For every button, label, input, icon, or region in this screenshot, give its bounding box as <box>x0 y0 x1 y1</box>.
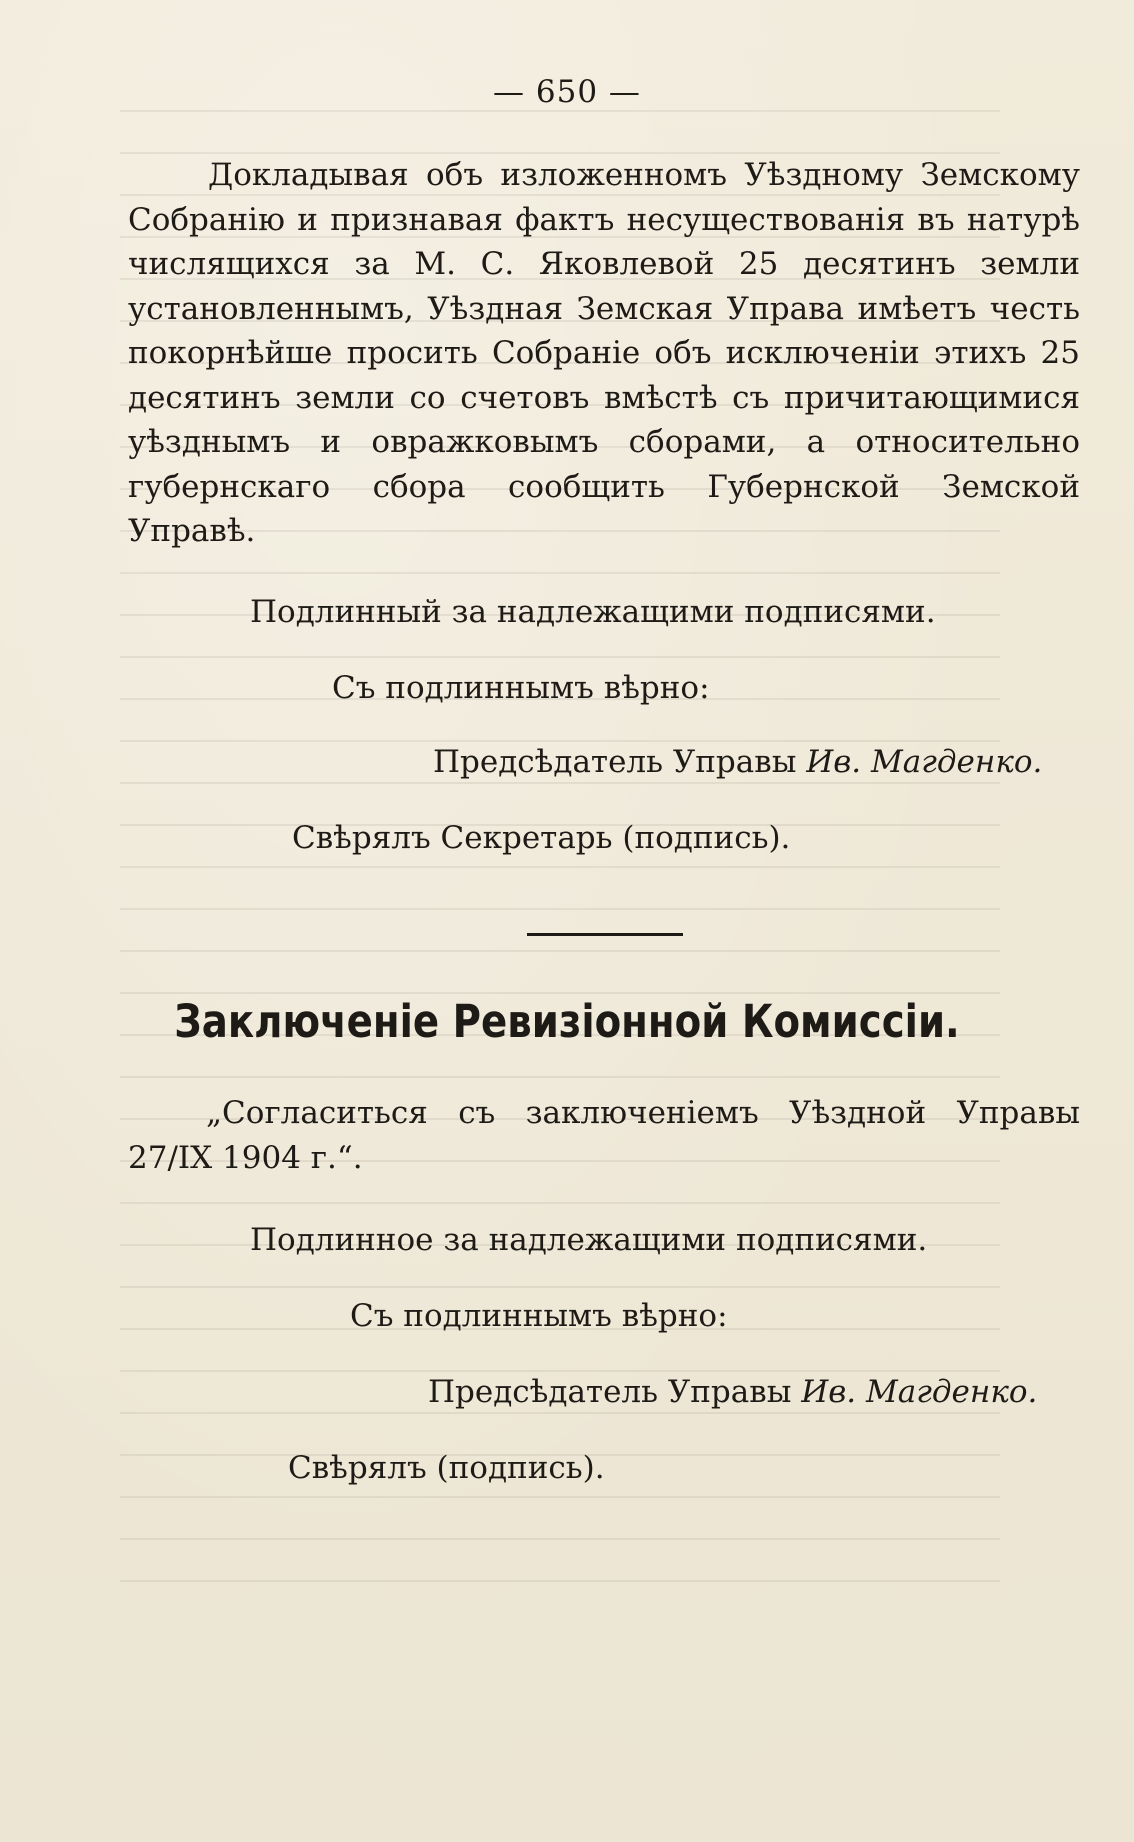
report-original-signed: Подлинный за надлежащими подписями. <box>250 594 936 630</box>
report-chairman-name: Ив. Магденко. <box>806 744 1043 780</box>
conclusion-chairman-name: Ив. Магденко. <box>801 1374 1038 1410</box>
report-chairman-signature <box>433 744 1042 780</box>
report-paragraph <box>128 153 1080 554</box>
report-checked-by: Свѣрялъ Секретарь (подпись). <box>292 820 791 856</box>
conclusion-original-signed: Подлинное за надлежащими подписями. <box>250 1222 928 1258</box>
conclusion-quote-text: „Согласиться съ заключеніемъ Уѣздной Управы 27/IX 1904 г.“. <box>128 1095 1080 1176</box>
conclusion-checked-by: Свѣрялъ (подпись). <box>288 1450 605 1486</box>
conclusion-quote <box>128 1091 1080 1180</box>
report-paragraph-text: Докладывая объ изложенномъ Уѣздному Земскому Собранію и признавая фактъ несуществованія въ натурѣ числящихся за М. С. Яковлевой 25 десятинъ земли установленнымъ, Уѣздная Земская Управа имѣетъ честь покорнѣйше просить Собраніе объ исключеніи этихъ 25 десятинъ земли со счетовъ вмѣстѣ съ причитающимися уѣзднымъ и овражковымъ сборами, а относительно губернскаго сбора сообщить Губернской Земской Управѣ. <box>128 157 1080 549</box>
section-heading: Заключеніе Ревизіонной Комиссіи. <box>174 995 960 1048</box>
report-true-copy: Съ подлиннымъ вѣрно: <box>332 670 710 706</box>
conclusion-chairman-title: Предсѣдатель Управы <box>428 1374 792 1410</box>
report-chairman-title: Предсѣдатель Управы <box>433 744 797 780</box>
section-divider <box>527 933 683 936</box>
page-number: — 650 — <box>493 74 641 110</box>
conclusion-chairman-signature <box>428 1374 1037 1410</box>
conclusion-true-copy: Съ подлиннымъ вѣрно: <box>350 1298 728 1334</box>
